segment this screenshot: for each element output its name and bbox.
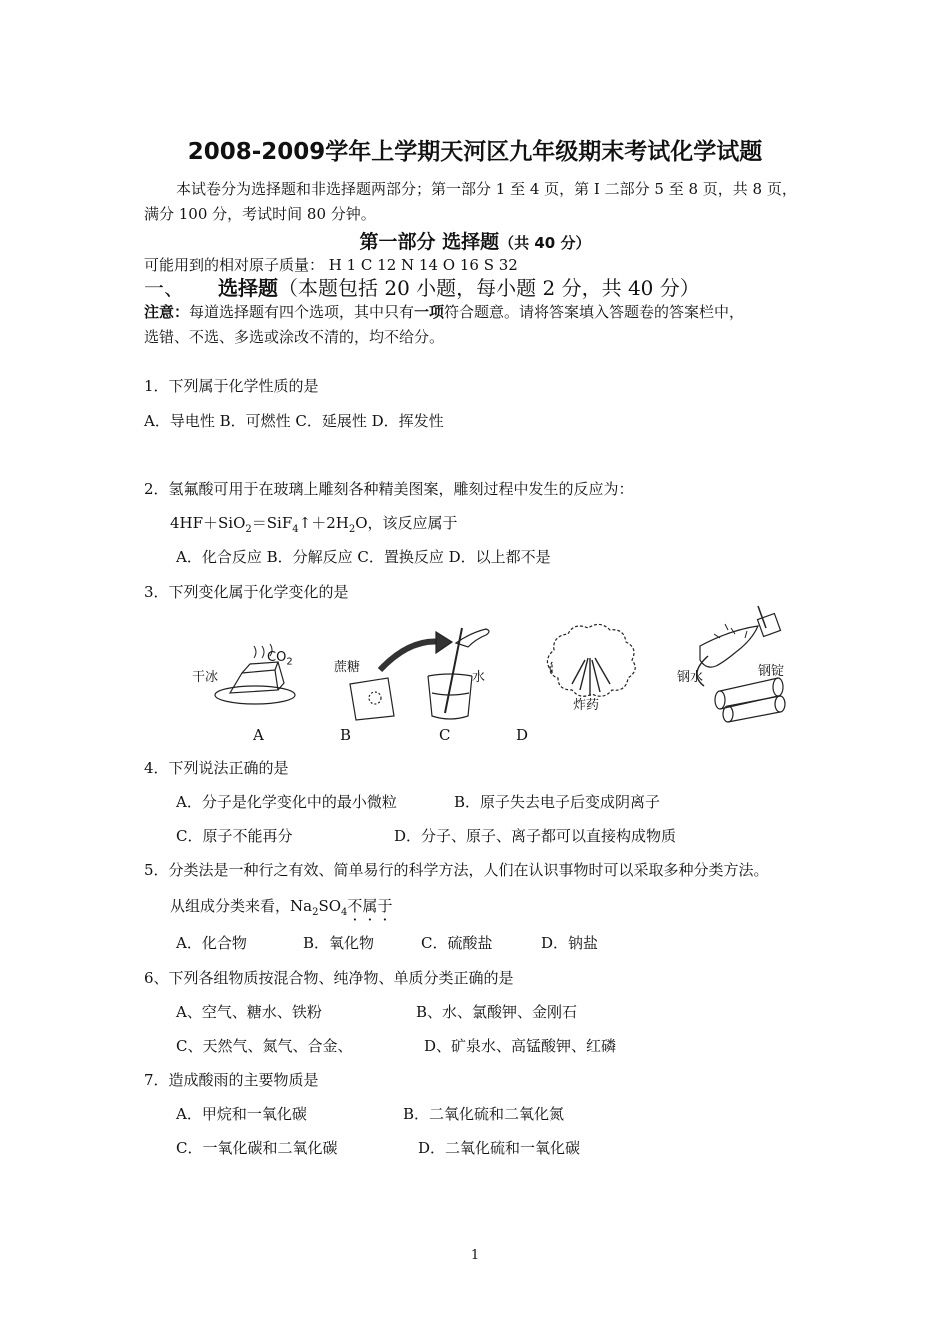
eq-sub-1: 2 xyxy=(245,524,252,535)
q5-stem: 5．分类法是一种行之有效、简单易行的科学方法，人们在认识事物时可以采取多种分类方法。 xyxy=(144,861,769,879)
label-water: 水 xyxy=(472,670,486,685)
q6-stem: 6、下列各组物质按混合物、纯净物、单质分类正确的是 xyxy=(144,969,514,987)
page-number: 1 xyxy=(470,1248,480,1263)
q6-option-c: C、天然气、氮气、合金、 xyxy=(176,1037,353,1055)
label-co2 xyxy=(267,650,293,668)
co2-text: CO xyxy=(267,650,287,665)
q4-option-b: B．原子失去电子后变成阴离子 xyxy=(454,793,661,811)
note-label: 注意： xyxy=(144,303,190,321)
label-dry-ice: 干冰 xyxy=(192,670,219,685)
fig-letter-d: D xyxy=(516,726,529,744)
intro-line-1: 本试卷分为选择题和非选择题两部分；第一部分 1 至 4 页，第 I 二部分 5 至 8 页，共 8 页， xyxy=(176,180,797,198)
q1-options: A．导电性 B．可燃性 C．延展性 D．挥发性 xyxy=(144,412,444,430)
q5-option-b: B．氧化物 xyxy=(303,934,375,952)
q5-sub-2: 4 xyxy=(341,907,348,918)
intro-line-2: 满分 100 分，考试时间 80 分钟。 xyxy=(144,205,376,223)
co2-sub: 2 xyxy=(286,656,293,668)
q6-option-a: A、空气、糖水、铁粉 xyxy=(176,1003,322,1021)
eq-sub-3: 2 xyxy=(348,524,356,535)
section-number: 一、 xyxy=(144,276,184,300)
eq-sub-2: 4 xyxy=(292,524,299,535)
section-title: 选择题 xyxy=(218,276,278,300)
section-desc: （本题包括 20 小题，每小题 2 分，共 40 分） xyxy=(278,276,700,300)
q3-stem: 3．下列变化属于化学变化的是 xyxy=(144,583,349,601)
eq-part-b: ＝SiF xyxy=(251,514,293,532)
q2-stem: 2．氢氟酸可用于在玻璃上雕刻各种精美图案，雕刻过程中发生的反应为： xyxy=(144,480,634,498)
q7-option-d: D．二氧化硫和一氧化碳 xyxy=(418,1139,581,1157)
q7-option-c: C．一氧化碳和二氧化碳 xyxy=(176,1139,338,1157)
section-heading xyxy=(144,272,700,301)
eq-part-c: ↑＋2H xyxy=(298,514,349,532)
atomic-masses: 可能用到的相对原子质量： H 1 C 12 N 14 O 16 S 32 xyxy=(144,256,518,274)
eq-part-a: 4HF＋SiO xyxy=(170,514,246,532)
q2-equation xyxy=(170,512,458,535)
q5-emphasis-3: 于 xyxy=(377,897,393,915)
q5-text-a: 从组成分类来看，Na xyxy=(170,897,313,915)
fig-letter-c: C xyxy=(439,726,451,744)
part1-score: （共 40 分） xyxy=(499,234,591,252)
q5-option-c: C．硫酸盐 xyxy=(421,934,493,952)
note-text-b: 符合题意。请将答案填入答题卷的答案栏中， xyxy=(444,303,745,321)
q4-option-c: C．原子不能再分 xyxy=(176,827,293,845)
q5-emphasis-1: 不 xyxy=(347,897,363,915)
q5-line-2 xyxy=(170,895,392,918)
q5-option-a: A．化合物 xyxy=(176,934,247,952)
q6-option-b: B、水、氯酸钾、金刚石 xyxy=(416,1003,578,1021)
q5-text-b: SO xyxy=(318,897,342,915)
q5-option-d: D．钠盐 xyxy=(541,934,599,952)
q4-option-a: A．分子是化学变化中的最小微粒 xyxy=(176,793,397,811)
label-ingot: 钢锭 xyxy=(758,664,785,679)
page-title: 2008-2009学年上学期天河区九年级期末考试化学试题 xyxy=(187,139,763,165)
eq-part-d: O，该反应属于 xyxy=(355,514,458,532)
fig-letter-a: A xyxy=(253,726,264,744)
part1-heading xyxy=(0,227,950,254)
note-line-2: 选错、不选、多选或涂改不清的，均不给分。 xyxy=(144,328,445,346)
note-text-a: 每道选择题有四个选项，其中只有 xyxy=(189,303,415,321)
q3-figure xyxy=(180,598,800,726)
q5-sub-1: 2 xyxy=(312,907,319,918)
q7-option-a: A．甲烷和一氧化碳 xyxy=(176,1105,307,1123)
label-molten-steel: 钢水 xyxy=(677,670,704,685)
label-explosive: 炸药 xyxy=(573,698,600,713)
q2-options: A．化合反应 B．分解反应 C．置换反应 D．以上都不是 xyxy=(176,548,551,566)
note-emphasis: 一项 xyxy=(414,303,445,321)
q7-stem: 7．造成酸雨的主要物质是 xyxy=(144,1071,319,1089)
q5-emphasis-2: 属 xyxy=(362,897,378,915)
fig-letter-b: B xyxy=(340,726,352,744)
part1-title: 第一部分 选择题 xyxy=(359,231,500,253)
note-line-1 xyxy=(144,301,744,322)
q7-option-b: B．二氧化硫和二氧化氮 xyxy=(403,1105,565,1123)
q4-stem: 4．下列说法正确的是 xyxy=(144,759,289,777)
q6-option-d: D、矿泉水、高锰酸钾、红磷 xyxy=(424,1037,617,1055)
q1-stem: 1．下列属于化学性质的是 xyxy=(144,377,319,395)
label-sugar: 蔗糖 xyxy=(334,660,361,675)
q4-option-d: D．分子、原子、离子都可以直接构成物质 xyxy=(394,827,677,845)
